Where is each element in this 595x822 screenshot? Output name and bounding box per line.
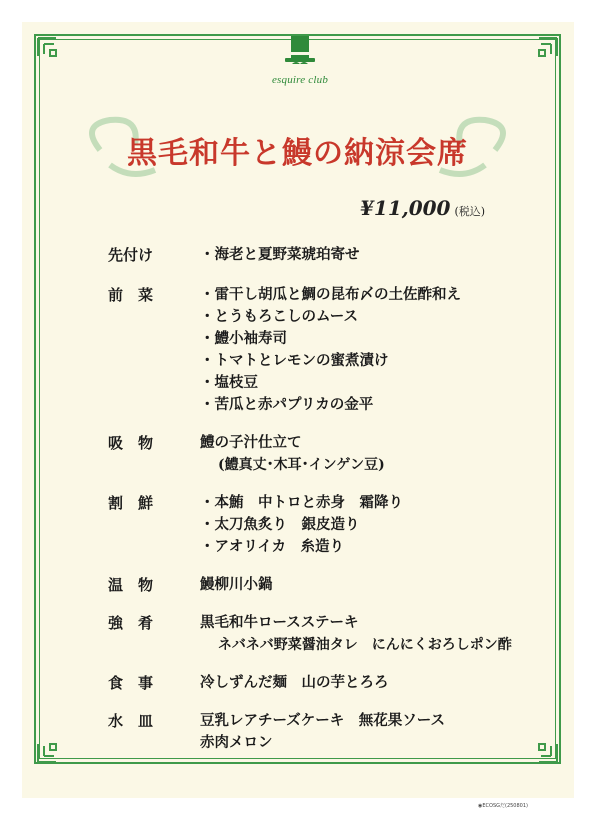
course-row bbox=[108, 612, 528, 656]
price-tax-note: (税込) bbox=[454, 205, 486, 218]
corner-ornament-icon bbox=[513, 36, 559, 82]
course-label: 強 肴 bbox=[108, 614, 154, 632]
course-row bbox=[108, 244, 528, 266]
course-label: 吸 物 bbox=[108, 434, 154, 452]
logo bbox=[260, 34, 340, 94]
logo-text: esquire club bbox=[271, 74, 329, 86]
course-item: ・塩枝豆 bbox=[200, 374, 258, 391]
course-item: ・トマトとレモンの蜜煮漬け bbox=[200, 352, 389, 369]
course-label: 温 物 bbox=[108, 576, 154, 594]
course-row bbox=[108, 492, 528, 558]
course-item: ・鱧小袖寿司 bbox=[200, 330, 287, 347]
course-row bbox=[108, 284, 528, 416]
course-item: ・海老と夏野菜琥珀寄せ bbox=[200, 246, 360, 263]
course-item: (鱧真丈･木耳･インゲン豆) bbox=[218, 457, 385, 473]
corner-ornament-icon bbox=[36, 36, 82, 82]
course-list bbox=[108, 244, 528, 754]
price bbox=[360, 196, 485, 220]
course-label: 食 事 bbox=[108, 674, 154, 692]
course-label: 水 皿 bbox=[108, 712, 154, 730]
course-row bbox=[108, 574, 528, 596]
course-item: ・雷干し胡瓜と鯛の昆布〆の土佐酢和え bbox=[200, 286, 461, 303]
course-item: ・とうもろこしのムース bbox=[200, 308, 359, 325]
course-item: ・苦瓜と赤パプリカの金平 bbox=[200, 396, 374, 413]
course-item: ・アオリイカ 糸造り bbox=[200, 538, 344, 555]
course-item: 鰻柳川小鍋 bbox=[200, 576, 273, 593]
course-item: 豆乳レアチーズケーキ 無花果ソース bbox=[200, 712, 446, 729]
course-item: ネバネバ野菜醤油タレ にんにくおろしポン酢 bbox=[218, 637, 512, 653]
menu-title: 黒毛和牛と鰻の納涼会席 bbox=[127, 136, 468, 171]
course-item: 黒毛和牛ロースステーキ bbox=[200, 614, 359, 631]
course-item: ・太刀魚炙り 銀皮造り bbox=[200, 516, 360, 533]
course-item: 赤肉メロン bbox=[200, 734, 273, 751]
footer-code: ◉ECOSGだ(250801) bbox=[478, 803, 528, 809]
course-item: 冷しずんだ麺 山の芋とろろ bbox=[200, 674, 389, 691]
course-item: 鱧の子汁仕立て bbox=[200, 434, 302, 451]
course-item: ・本鮪 中トロと赤身 霜降り bbox=[200, 494, 403, 511]
top-hat-icon bbox=[283, 34, 317, 68]
price-amount: ¥11,000 bbox=[360, 196, 451, 220]
course-label: 前 菜 bbox=[108, 286, 154, 304]
course-label: 先付け bbox=[108, 246, 154, 264]
course-row bbox=[108, 672, 528, 694]
corner-ornament-icon bbox=[36, 718, 82, 764]
course-row bbox=[108, 710, 528, 754]
course-row bbox=[108, 432, 528, 476]
course-label: 割 鮮 bbox=[108, 494, 154, 512]
